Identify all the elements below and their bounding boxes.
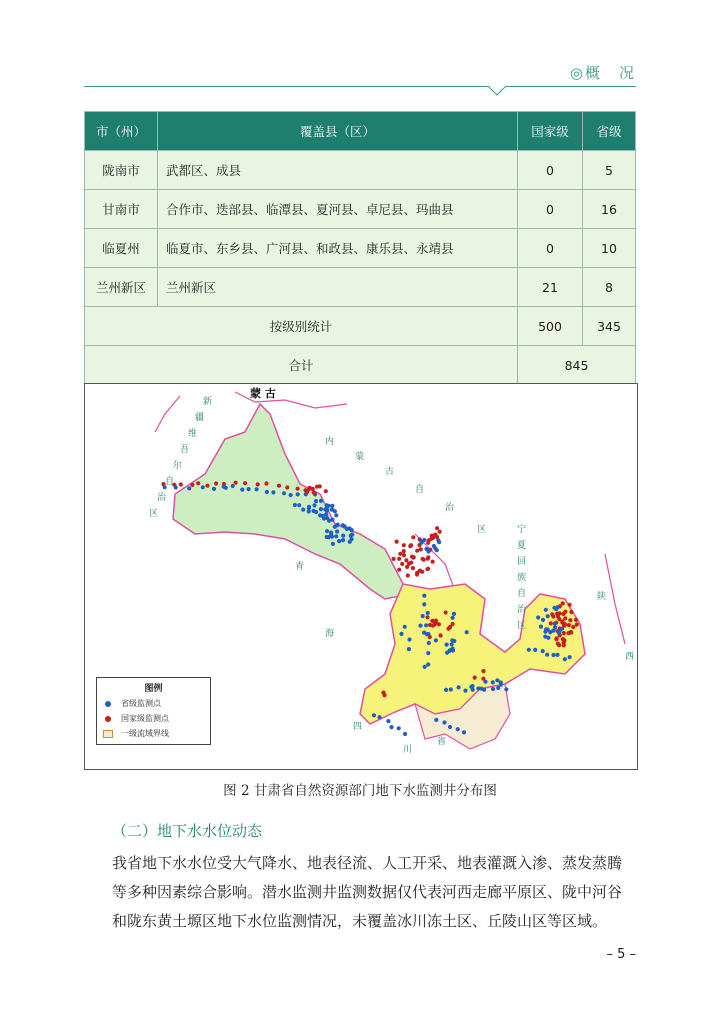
cell-county: 武都区、成县: [158, 151, 518, 190]
provincial-point: [422, 538, 426, 542]
national-point: [567, 623, 571, 627]
national-point: [568, 603, 572, 607]
national-point: [557, 611, 561, 615]
national-point: [397, 557, 401, 561]
cell-city: 陇南市: [85, 151, 158, 190]
provincial-point: [407, 647, 411, 651]
body-paragraph: [112, 849, 636, 936]
provincial-point: [553, 622, 557, 626]
col-header-city: 市（州）: [85, 112, 158, 151]
monitoring-well-table: [84, 111, 636, 385]
national-point: [439, 633, 443, 637]
provincial-point: [504, 687, 508, 691]
total-label: 合计: [85, 346, 518, 385]
provincial-point: [456, 727, 460, 731]
provincial-point: [568, 655, 572, 659]
provincial-point: [330, 518, 334, 522]
provincial-point: [424, 623, 428, 627]
national-point: [481, 669, 485, 673]
label-neimenggu-char: 内: [325, 437, 335, 447]
provincial-point: [247, 487, 251, 491]
label-sichuan-char: 省: [437, 737, 447, 747]
map-legend: [96, 677, 211, 745]
national-point: [381, 691, 385, 695]
cell-provincial: 8: [583, 268, 636, 307]
total-row: [85, 346, 636, 385]
provincial-point: [451, 648, 455, 652]
monitoring-well-map: [84, 383, 638, 770]
label-xinjiang-char: 新: [203, 397, 213, 407]
label-neimenggu-char: 古: [385, 467, 395, 477]
national-point: [561, 612, 565, 616]
subtotal-national: 500: [518, 307, 583, 346]
provincial-point: [329, 531, 333, 535]
label-xinjiang-char: 尔: [173, 461, 183, 471]
legend-label-basin-line: 一级流域界线: [121, 729, 169, 738]
national-point: [473, 676, 477, 680]
provincial-point: [546, 614, 550, 618]
subtotal-row: [85, 307, 636, 346]
provincial-point: [448, 725, 452, 729]
provincial-point: [345, 527, 349, 531]
cell-city: 甘南市: [85, 190, 158, 229]
national-point: [397, 568, 401, 572]
legend-item-basin-line: [103, 728, 210, 739]
label-qinghai-2: 海: [325, 629, 335, 639]
label-xinjiang-char: 治: [157, 493, 167, 503]
national-point: [432, 622, 436, 626]
provincial-point: [330, 535, 334, 539]
provincial-point: [445, 643, 449, 647]
cell-national: 0: [518, 190, 583, 229]
subtotal-provincial: 345: [583, 307, 636, 346]
provincial-point: [349, 534, 353, 538]
provincial-point: [457, 685, 461, 689]
provincial-point: [293, 503, 297, 507]
provincial-point: [201, 485, 205, 489]
figure-caption: 图 2 甘肃省自然资源部门地下水监测井分布图: [223, 783, 497, 799]
neighbor-boundary: [155, 396, 180, 432]
provincial-point: [463, 689, 467, 693]
national-point: [556, 642, 560, 646]
provincial-point: [296, 492, 300, 496]
national-point: [324, 489, 328, 493]
provincial-point: [271, 490, 275, 494]
section-title: （二）地下水水位动态: [112, 822, 263, 840]
provincial-point: [337, 539, 341, 543]
provincial-point: [539, 625, 543, 629]
national-point: [409, 543, 413, 547]
provincial-point: [545, 653, 549, 657]
inland-river-basin: [173, 404, 410, 599]
provincial-point: [334, 513, 338, 517]
label-neimenggu-char: 蒙: [355, 452, 365, 462]
table-row: [85, 268, 636, 307]
label-neimenggu-char: 自: [415, 485, 425, 495]
label-shaanxi-char: 陕: [597, 592, 607, 602]
provincial-point: [212, 487, 216, 491]
provincial-point: [325, 516, 329, 520]
label-neimenggu-char: 治: [445, 503, 455, 513]
label-ningxia-char: 区: [517, 621, 527, 631]
provincial-point: [386, 719, 390, 723]
provincial-point: [422, 602, 426, 606]
national-point: [419, 547, 423, 551]
national-point: [285, 485, 289, 489]
provincial-point: [462, 730, 466, 734]
provincial-point: [372, 713, 376, 717]
subtotal-label: 按级别统计: [85, 307, 518, 346]
provincial-point: [450, 642, 454, 646]
cell-county: 临夏市、东乡县、广河县、和政县、康乐县、永靖县: [158, 229, 518, 268]
provincial-point: [449, 687, 453, 691]
header-rule: [84, 86, 636, 87]
label-neimenggu-char: 区: [477, 525, 487, 535]
national-point: [395, 540, 399, 544]
legend-item-national: [103, 713, 210, 724]
provincial-point: [307, 509, 311, 513]
national-point: [451, 622, 455, 626]
provincial-point: [341, 534, 345, 538]
provincial-point: [543, 635, 547, 639]
provincial-point: [432, 544, 436, 548]
national-point: [296, 487, 300, 491]
national-point: [434, 619, 438, 623]
cell-national: 0: [518, 229, 583, 268]
neighbor-boundary: [605, 554, 625, 644]
provincial-point: [418, 624, 422, 628]
legend-item-provincial: [103, 698, 210, 709]
label-ningxia-char: 自: [517, 589, 527, 599]
provincial-point: [282, 491, 286, 495]
cell-city: 兰州新区: [85, 268, 158, 307]
provincial-point: [555, 605, 559, 609]
provincial-point: [491, 687, 495, 691]
provincial-point: [333, 509, 337, 513]
provincial-point: [323, 507, 327, 511]
col-header-national: 国家级: [518, 112, 583, 151]
provincial-point: [325, 535, 329, 539]
provincial-point: [424, 547, 428, 551]
national-point: [426, 541, 430, 545]
provincial-point: [377, 715, 381, 719]
provincial-point: [452, 612, 456, 616]
legend-label-national: 国家级监测点: [121, 714, 169, 723]
provincial-point: [527, 648, 531, 652]
provincial-point: [333, 525, 337, 529]
col-header-provincial: 省级: [583, 112, 636, 151]
provincial-point: [536, 615, 540, 619]
provincial-point: [319, 507, 323, 511]
provincial-point: [437, 540, 441, 544]
provincial-point: [425, 632, 429, 636]
label-shaanxi-char: 西: [625, 652, 635, 662]
national-point: [311, 487, 315, 491]
provincial-point: [541, 649, 545, 653]
national-point: [411, 566, 415, 570]
national-point: [426, 555, 430, 559]
provincial-point: [479, 687, 483, 691]
national-point: [420, 570, 424, 574]
national-point: [550, 612, 554, 616]
national-point: [425, 567, 429, 571]
national-point: [234, 481, 238, 485]
provincial-point: [403, 625, 407, 629]
provincial-point: [444, 688, 448, 692]
provincial-point: [407, 637, 411, 641]
provincial-point: [469, 685, 473, 689]
label-ningxia-char: 宁: [517, 525, 527, 535]
national-point: [243, 481, 247, 485]
national-point: [566, 631, 570, 635]
provincial-point: [426, 651, 430, 655]
national-point: [264, 481, 268, 485]
national-point: [410, 555, 414, 559]
national-point: [446, 627, 450, 631]
label-xinjiang-char: 区: [149, 509, 159, 519]
national-point: [409, 561, 413, 565]
provincial-point: [555, 653, 559, 657]
provincial-point: [496, 686, 500, 690]
provincial-point: [331, 542, 335, 546]
provincial-point: [174, 485, 178, 489]
paragraph-text: 我省地下水水位受大气降水、地表径流、人工开采、地表灌溉入渗、蒸发蒸腾等多种因素综合影响。潜水监测井监测数据仅代表河西走廊平原区、陇中河谷和陇东黄土塬区地下水位监测情况，未覆盖冰川冻土区、丘陵山区等区域。: [112, 854, 623, 930]
provincial-point: [427, 641, 431, 645]
provincial-point: [553, 625, 557, 629]
provincial-point: [434, 638, 438, 642]
national-point: [444, 610, 448, 614]
provincial-point: [541, 618, 545, 622]
provincial-point: [421, 614, 425, 618]
national-point: [315, 485, 319, 489]
national-point: [179, 482, 183, 486]
label-xinjiang-char: 自: [165, 477, 175, 487]
col-header-county: 覆盖县（区）: [158, 112, 518, 151]
label-qinghai: 青: [295, 562, 305, 572]
provincial-point: [265, 490, 269, 494]
national-point: [431, 560, 435, 564]
provincial-point: [422, 594, 426, 598]
national-point: [575, 622, 579, 626]
label-xinjiang-char: 吾: [180, 445, 190, 455]
provincial-point: [312, 503, 316, 507]
national-point: [438, 530, 442, 534]
national-point: [196, 481, 200, 485]
provincial-point: [301, 508, 305, 512]
national-point: [277, 484, 281, 488]
label-xinjiang-char: 维: [188, 429, 198, 439]
national-point: [571, 625, 575, 629]
provincial-point: [325, 503, 329, 507]
provincial-point: [434, 718, 438, 722]
provincial-point: [426, 662, 430, 666]
national-point: [402, 549, 406, 553]
provincial-point: [307, 505, 311, 509]
provincial-point: [334, 534, 338, 538]
provincial-point: [389, 725, 393, 729]
national-point: [562, 622, 566, 626]
cell-national: 21: [518, 268, 583, 307]
provincial-point: [450, 638, 454, 642]
total-value: 845: [518, 346, 636, 385]
provincial-point: [319, 499, 323, 503]
national-point: [561, 637, 565, 641]
national-point: [205, 484, 209, 488]
provincial-point: [563, 657, 567, 661]
provincial-point: [289, 493, 293, 497]
cell-national: 0: [518, 151, 583, 190]
provincial-point: [397, 726, 401, 730]
cell-county: 合作市、迭部县、临潭县、夏河县、卓尼县、玛曲县: [158, 190, 518, 229]
label-ningxia-char: 回: [517, 557, 527, 567]
label-ningxia-char: 夏: [517, 541, 527, 551]
provincial-point: [222, 485, 226, 489]
cell-provincial: 10: [583, 229, 636, 268]
provincial-point: [231, 484, 235, 488]
national-point: [256, 482, 260, 486]
provincial-point: [426, 611, 430, 615]
cell-city: 临夏州: [85, 229, 158, 268]
section-header: ◎概 况: [569, 64, 636, 82]
table-row: [85, 151, 636, 190]
national-point: [435, 526, 439, 530]
label-ningxia-char: 治: [517, 605, 527, 615]
label-sichuan-char: 川: [403, 745, 413, 755]
national-point: [415, 549, 419, 553]
national-point: [398, 552, 402, 556]
national-point: [406, 573, 410, 577]
label-xinjiang-char: 疆: [195, 413, 205, 423]
header-rule-notch: [488, 86, 506, 96]
table-row: [85, 190, 636, 229]
provincial-point: [314, 499, 318, 503]
page-number: – 5 –: [606, 947, 636, 962]
provincial-point: [341, 538, 345, 542]
provincial-point: [551, 653, 555, 657]
provincial-point: [240, 488, 244, 492]
national-point: [214, 481, 218, 485]
national-point: [400, 562, 404, 566]
label-mongolia: 蒙 古: [250, 387, 276, 400]
national-point: [190, 483, 194, 487]
provincial-point: [335, 529, 339, 533]
provincial-point: [403, 732, 407, 736]
legend-title: 图例: [144, 684, 163, 694]
label-ningxia-char: 族: [517, 573, 527, 583]
provincial-point: [451, 616, 455, 620]
national-point: [437, 622, 441, 626]
national-point: [402, 543, 406, 547]
provincial-point: [187, 486, 191, 490]
provincial-point: [546, 627, 550, 631]
national-point: [562, 631, 566, 635]
national-point: [554, 637, 558, 641]
cell-provincial: 16: [583, 190, 636, 229]
table-header-row: [85, 112, 636, 151]
cell-county: 兰州新区: [158, 268, 518, 307]
national-point: [422, 558, 426, 562]
provincial-point: [491, 680, 495, 684]
national-point: [411, 535, 415, 539]
provincial-point: [465, 630, 469, 634]
table-row: [85, 229, 636, 268]
national-point: [312, 491, 316, 495]
provincial-point: [255, 487, 259, 491]
provincial-point: [314, 510, 318, 514]
national-point: [563, 616, 567, 620]
national-point: [569, 610, 573, 614]
provincial-point: [324, 512, 328, 516]
provincial-point: [495, 678, 499, 682]
provincial-point: [544, 608, 548, 612]
provincial-point: [399, 632, 403, 636]
provincial-point: [533, 648, 537, 652]
provincial-point: [348, 540, 352, 544]
label-sichuan-char: 四: [353, 722, 363, 732]
national-point: [402, 553, 406, 557]
provincial-point: [325, 529, 329, 533]
provincial-point: [297, 503, 301, 507]
national-point: [435, 535, 439, 539]
provincial-point: [442, 720, 446, 724]
national-point: [549, 621, 553, 625]
national-point: [574, 618, 578, 622]
national-point: [303, 488, 307, 492]
national-point: [481, 677, 485, 681]
provincial-point: [558, 629, 562, 633]
national-point: [430, 534, 434, 538]
provincial-point: [330, 504, 334, 508]
national-point: [568, 618, 572, 622]
legend-label-provincial: 省级监测点: [121, 699, 161, 708]
national-point: [392, 557, 396, 561]
cell-provincial: 5: [583, 151, 636, 190]
national-point: [415, 571, 419, 575]
national-point: [425, 615, 429, 619]
national-point: [428, 623, 432, 627]
provincial-point: [423, 665, 427, 669]
